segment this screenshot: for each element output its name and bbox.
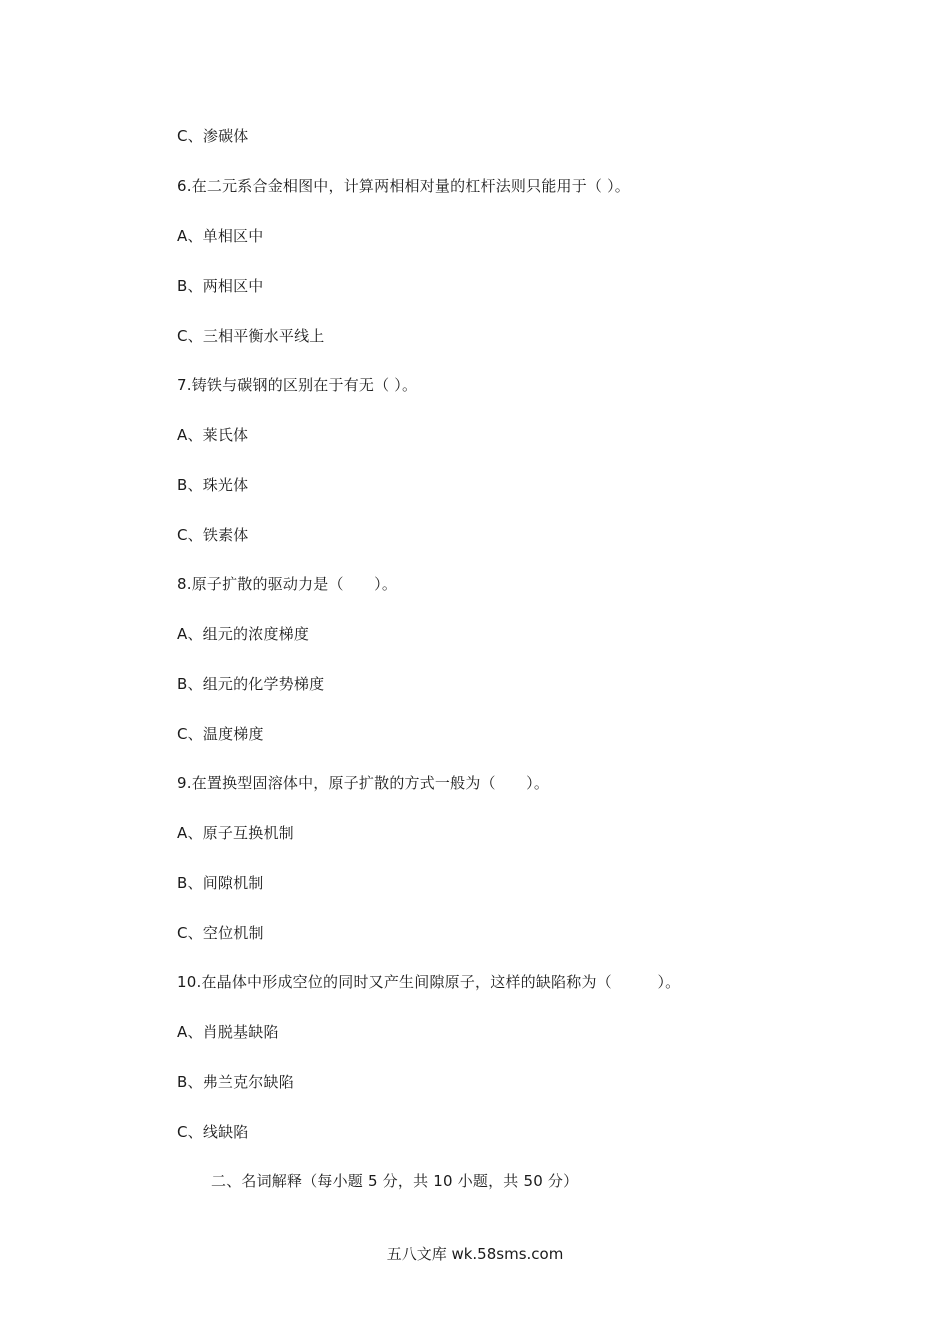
option-line: B、弗兰克尔缺陷 [177, 1073, 294, 1091]
question-line: 6.在二元系合金相图中，计算两相相对量的杠杆法则只能用于（ ）。 [177, 177, 630, 195]
option-line: A、组元的浓度梯度 [177, 625, 310, 643]
option-line: B、两相区中 [177, 277, 264, 295]
option-line: A、原子互换机制 [177, 824, 294, 842]
section-heading: 二、名词解释（每小题 5 分，共 10 小题，共 50 分） [211, 1172, 579, 1190]
option-line: B、间隙机制 [177, 874, 264, 892]
option-line: C、渗碳体 [177, 127, 249, 145]
option-line: A、肖脱基缺陷 [177, 1023, 279, 1041]
option-line: C、铁素体 [177, 526, 249, 544]
question-line: 9.在置换型固溶体中，原子扩散的方式一般为（ ）。 [177, 774, 550, 792]
option-line: B、组元的化学势梯度 [177, 675, 325, 693]
question-line: 8.原子扩散的驱动力是（ ）。 [177, 575, 398, 593]
option-line: A、单相区中 [177, 227, 264, 245]
option-line: B、珠光体 [177, 476, 249, 494]
option-line: C、线缺陷 [177, 1123, 249, 1141]
option-line: C、空位机制 [177, 924, 264, 942]
option-line: A、莱氏体 [177, 426, 249, 444]
option-line: C、温度梯度 [177, 725, 264, 743]
question-line: 7.铸铁与碳钢的区别在于有无（ ）。 [177, 376, 418, 394]
page-footer: 五八文库 wk.58sms.com [386, 1245, 564, 1263]
option-line: C、三相平衡水平线上 [177, 327, 325, 345]
question-line: 10.在晶体中形成空位的同时又产生间隙原子，这样的缺陷称为（ ）。 [177, 973, 681, 991]
